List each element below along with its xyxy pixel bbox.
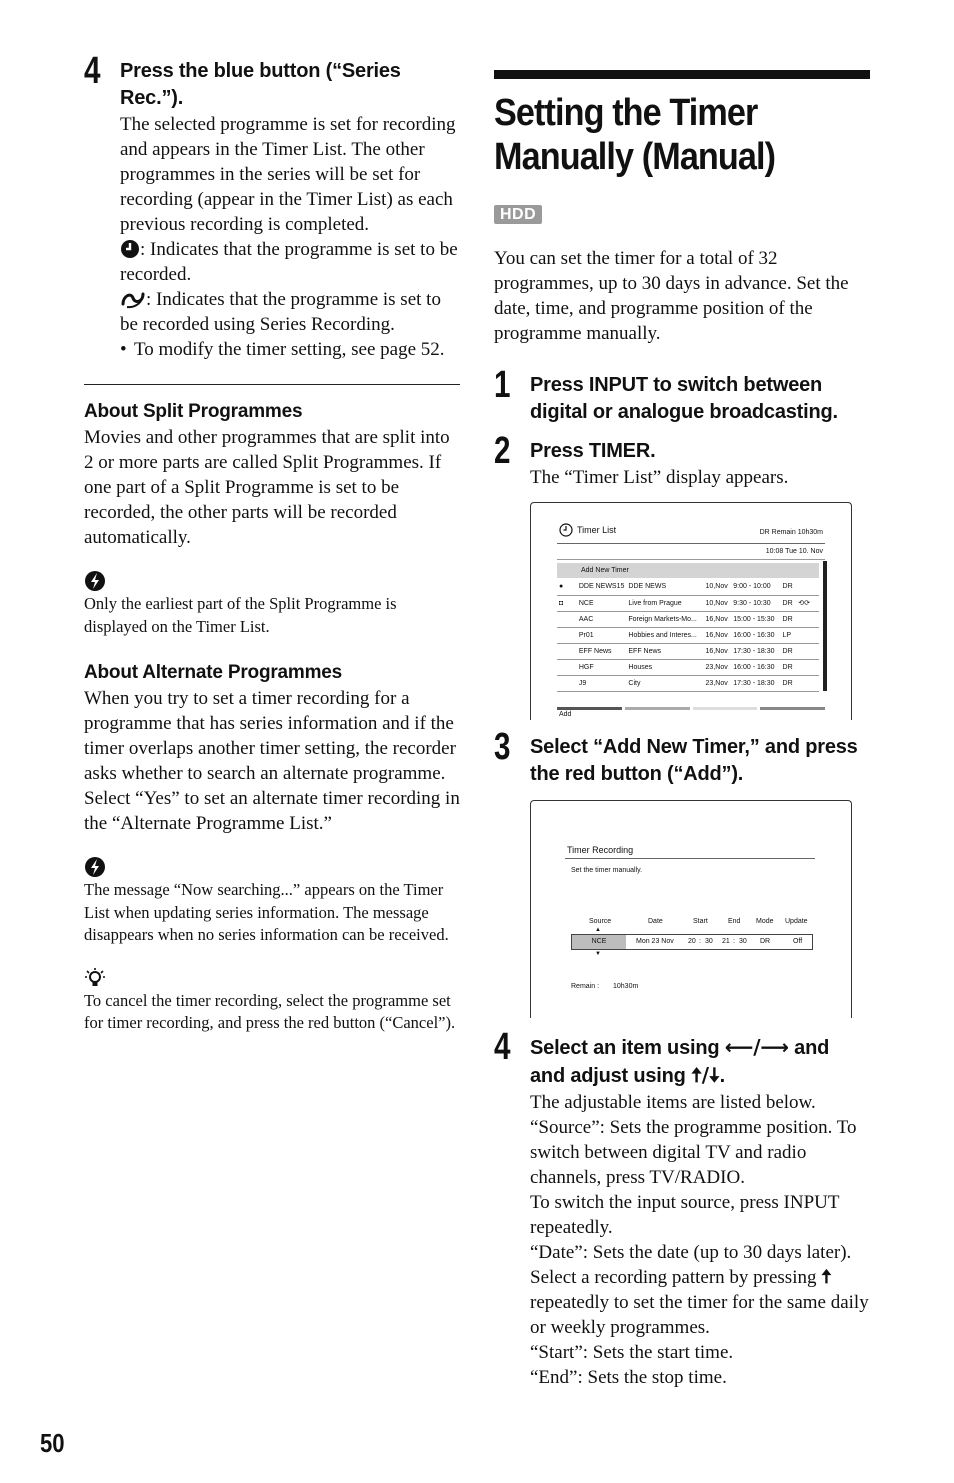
split-heading: About Split Programmes <box>84 401 303 422</box>
field-headers <box>571 918 815 928</box>
row-mark <box>557 643 577 659</box>
split-note: Only the earliest part of the Split Programme is displayed on the Timer List. <box>84 594 397 636</box>
row-date: 16,Nov <box>704 611 732 627</box>
color-bar-green <box>625 707 690 710</box>
right-column <box>494 70 870 1390</box>
timer-list-clock-icon <box>559 523 573 537</box>
end-minute-field[interactable]: 30 <box>739 938 747 945</box>
step-paragraph: The selected programme is set for recording and appears in the Timer List. The other programmes in the series will be set for recording (appear in the Timer List) as each previous recording is completed. <box>120 114 456 235</box>
step-heading: Press INPUT to switch between digital or analogue broadcasting. <box>530 374 838 423</box>
title-bar <box>494 70 870 79</box>
series-note-text: : Indicates that the programme is set to be recorded using Series Recording. <box>120 289 441 335</box>
row-channel: DDE NEWS15 <box>577 579 627 595</box>
row-date: 23,Nov <box>704 659 732 675</box>
alternate-heading: About Alternate Programmes <box>84 662 343 683</box>
timer-list-screen <box>530 502 852 720</box>
row-channel: Pr01 <box>577 627 627 643</box>
row-name: Houses <box>626 659 703 675</box>
row-channel: NCE <box>577 595 627 611</box>
modify-bullet <box>120 337 460 362</box>
timer-list-row[interactable] <box>557 627 819 643</box>
timer-list-title-rule <box>557 543 825 544</box>
step-number: 2 <box>494 430 511 472</box>
row-extra <box>796 659 819 675</box>
header-date: Date <box>648 918 663 925</box>
date-text-a: “Date”: Sets the date (up to 30 days later). Select a recording pattern by pressing <box>530 1242 852 1288</box>
split-programmes-section <box>84 399 460 638</box>
step-number: 3 <box>494 726 511 768</box>
row-date: 16,Nov <box>704 643 732 659</box>
row-mark <box>557 627 577 643</box>
color-bar-red <box>557 707 622 710</box>
header-update: Update <box>785 918 808 925</box>
row-mark <box>557 611 577 627</box>
step-number: 1 <box>494 364 511 406</box>
row-date: 10,Nov <box>704 579 732 595</box>
date-text-b: repeatedly to set the timer for the same daily or weekly programmes. <box>530 1292 869 1338</box>
left-column <box>84 50 460 1035</box>
step-1 <box>494 364 870 426</box>
step-paragraph-3: To switch the input source, press INPUT repeatedly. <box>530 1192 840 1238</box>
row-extra <box>796 611 819 627</box>
step-number: 4 <box>84 50 101 92</box>
row-mode: LP <box>781 627 797 643</box>
source-field[interactable]: NCE <box>572 935 626 949</box>
step-number: 4 <box>494 1026 511 1068</box>
hdd-badge: HDD <box>494 205 542 224</box>
start-hour-field[interactable]: 20 <box>688 938 696 945</box>
row-mode: DR <box>781 579 797 595</box>
source-up-arrow-icon: ▲ <box>595 927 601 933</box>
heading-part-a: Select an item using <box>530 1037 720 1059</box>
alternate-note: The message “Now searching...” appears on the Timer List when updating series information. The message disappears when no series information can be received. <box>84 880 449 944</box>
row-mode: DR <box>781 595 797 611</box>
page-number: 50 <box>40 1428 65 1458</box>
timer-recording-title: Timer Recording <box>567 845 634 855</box>
step-4-series <box>84 50 460 362</box>
row-name: DDE NEWS <box>626 579 703 595</box>
tip-section <box>84 967 460 1035</box>
series-note <box>120 287 460 337</box>
row-channel: HGF <box>577 659 627 675</box>
row-channel: AAC <box>577 611 627 627</box>
row-extra <box>796 627 819 643</box>
bullet-text: To modify the timer setting, see page 52. <box>134 339 445 360</box>
timer-list-title: Timer List <box>577 525 617 535</box>
end-hour-field[interactable]: 21 <box>722 938 730 945</box>
tip-text: To cancel the timer recording, select the programme set for timer recording, and press the red button (“Cancel”). <box>84 990 456 1032</box>
header-end: End <box>728 918 741 925</box>
source-down-arrow-icon: ▼ <box>595 951 601 957</box>
timer-fields-row <box>571 934 813 950</box>
row-extra <box>796 643 819 659</box>
timer-list-row[interactable] <box>557 611 819 627</box>
row-date: 16,Nov <box>704 627 732 643</box>
row-name: Live from Prague <box>626 595 703 611</box>
step-heading: Press TIMER. <box>530 440 656 462</box>
row-mode: DR <box>781 611 797 627</box>
row-name: Hobbies and Interes... <box>626 627 703 643</box>
timer-list-datetime: 10:08 Tue 10. Nov <box>765 548 823 555</box>
row-time: 9:00 - 10:00 <box>731 579 780 595</box>
timer-recording-subtitle: Set the timer manually. <box>571 867 643 874</box>
bullet-dot: • <box>120 339 127 360</box>
color-bar-yellow <box>693 707 758 710</box>
heading-part-b: and adjust using <box>530 1065 686 1087</box>
row-mark <box>557 675 577 691</box>
timer-list-remain: DR Remain 10h30m <box>759 529 823 536</box>
timer-list-subrule <box>557 559 825 560</box>
row-mark <box>557 659 577 675</box>
step-paragraph-2: “Source”: Sets the programme position. To switch between digital TV and radio channels, press TV/RADIO. <box>530 1117 857 1188</box>
clock-note-text: : Indicates that the programme is set to be recorded. <box>120 239 458 285</box>
step-heading: Press the blue button (“Series Rec.”). <box>120 60 401 109</box>
row-name: Foreign Markets-Mo... <box>626 611 703 627</box>
step-paragraph-1: The adjustable items are listed below. <box>530 1092 816 1113</box>
badge-row <box>494 205 870 224</box>
series-recording-icon <box>120 289 146 309</box>
step-3 <box>494 726 870 1018</box>
split-paragraph: Movies and other programmes that are split into 2 or more parts are called Split Programmes. If one part of a Split Programme is set to be recorded, the other parts will be recorded automatically. <box>84 427 450 548</box>
up-down-arrows-icon: 🠅/🠇 <box>691 1063 720 1087</box>
row-time: 16:00 - 16:30 <box>731 627 780 643</box>
heading-and: and <box>794 1037 830 1059</box>
row-channel: J9 <box>577 675 627 691</box>
header-start: Start <box>693 918 708 925</box>
tip-lightbulb-icon <box>84 967 106 989</box>
section-title <box>494 91 872 179</box>
row-name: City <box>626 675 703 691</box>
timer-list-footer-label[interactable]: Add <box>559 711 572 718</box>
row-mode: DR <box>781 659 797 675</box>
row-mode: DR <box>781 643 797 659</box>
start-colon: : <box>699 938 701 945</box>
row-mode: DR <box>781 675 797 691</box>
timer-clock-icon <box>120 239 140 259</box>
remain-label: Remain : <box>571 983 600 990</box>
timer-list-row[interactable] <box>557 595 819 611</box>
step-4-adjust <box>494 1026 870 1390</box>
timer-list-table <box>557 579 819 692</box>
row-channel: EFF News <box>577 643 627 659</box>
row-extra <box>796 675 819 691</box>
row-time: 17:30 - 18:30 <box>731 675 780 691</box>
row-name: EFF News <box>626 643 703 659</box>
step-heading: Select “Add New Timer,” and press the red button (“Add”). <box>530 736 858 785</box>
add-new-timer-label: Add New Timer <box>581 567 629 574</box>
row-extra <box>796 579 819 595</box>
update-field[interactable]: Off <box>793 938 803 945</box>
title-line-1: Setting the Timer <box>494 92 758 134</box>
timer-recording-screen <box>530 800 852 1018</box>
timer-recording-rule <box>565 858 815 859</box>
step-paragraph: The “Timer List” display appears. <box>530 467 789 488</box>
left-right-arrows-icon: ⟵/⟶ <box>724 1035 789 1059</box>
step-2 <box>494 430 870 720</box>
start-paragraph: “Start”: Sets the start time. <box>530 1342 734 1363</box>
timer-list-row[interactable] <box>557 579 819 595</box>
row-time: 17:30 - 18:30 <box>731 643 780 659</box>
start-minute-field[interactable]: 30 <box>705 938 713 945</box>
add-new-timer-row[interactable] <box>557 563 819 578</box>
date-field[interactable]: Mon 23 Nov <box>636 938 674 945</box>
end-paragraph: “End”: Sets the stop time. <box>530 1367 727 1388</box>
row-date: 10,Nov <box>704 595 732 611</box>
row-time: 9:30 - 10:30 <box>731 595 780 611</box>
remain-value: 10h30m <box>613 983 639 990</box>
up-arrow-icon: 🠅 <box>821 1266 832 1288</box>
end-colon: : <box>733 938 735 945</box>
step-heading: Select an item using ⟵/⟶ and and adjust using 🠅/🠇. <box>530 1035 830 1087</box>
row-time: 16:00 - 16:30 <box>731 659 780 675</box>
timer-list-row[interactable] <box>557 659 819 675</box>
alternate-programmes-section <box>84 660 460 947</box>
date-paragraph <box>530 1240 870 1340</box>
alternate-paragraph: When you try to set a timer recording for a programme that has series information and if the timer overlaps another timer setting, the recorder asks whether to search an alternate programme. Select “Yes” to set an alternate timer recording in the “Alternate Programme List.” <box>84 688 460 834</box>
timer-list-table-wrap <box>557 579 819 692</box>
series-status-icons: ⟲⟳ <box>796 595 819 611</box>
timer-clock-icon: ● <box>557 579 577 595</box>
clock-note <box>120 237 460 287</box>
header-source: Source <box>589 918 612 925</box>
header-mode: Mode <box>756 918 774 925</box>
note-icon <box>84 856 106 878</box>
mode-field[interactable]: DR <box>760 938 771 945</box>
title-line-2: Manually (Manual) <box>494 136 776 178</box>
color-bar-blue <box>760 707 825 710</box>
intro-paragraph: You can set the timer for a total of 32 programmes, up to 30 days in advance. Set the date, time, and programme position of the programme manually. <box>494 248 849 344</box>
row-date: 23,Nov <box>704 675 732 691</box>
timer-list-row[interactable] <box>557 675 819 691</box>
timer-list-scrollbar[interactable] <box>823 561 827 691</box>
series-recording-icon: ◘ <box>557 595 577 611</box>
row-time: 15:00 - 15:30 <box>731 611 780 627</box>
timer-list-row[interactable] <box>557 643 819 659</box>
timer-list-bottom-bar <box>557 707 825 710</box>
section-divider <box>84 384 460 385</box>
note-icon <box>84 570 106 592</box>
